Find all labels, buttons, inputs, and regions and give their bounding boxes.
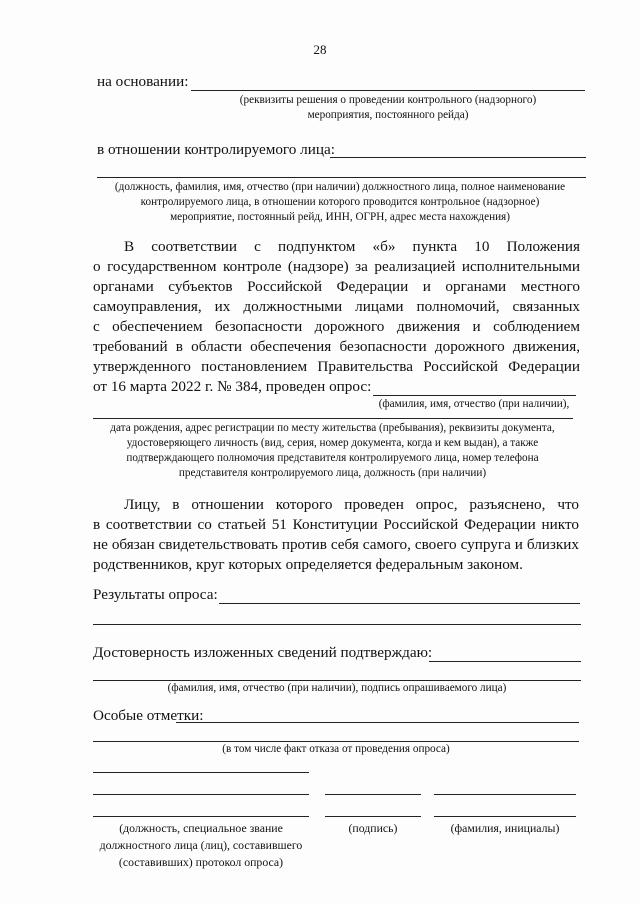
- regulation-line-3: органами субъектов Российской Федерации и органами местного: [93, 278, 580, 295]
- signature-input-line[interactable]: [325, 794, 421, 795]
- regulation-line-1: В соответствии с подпунктом «б» пункта 10 Положения: [124, 238, 580, 255]
- results-input-line[interactable]: [219, 603, 580, 604]
- position-input-line-2[interactable]: [93, 816, 309, 817]
- interviewee-inline-caption: (фамилия, имя, отчество (при наличии),: [378, 398, 570, 410]
- position-caption-2: должностного лица (лиц), составившего: [99, 838, 303, 852]
- interviewee-caption-1: дата рождения, адрес регистрации по месту жительства (пребывания), реквизиты документа,: [110, 422, 555, 434]
- controlled-person-caption-2: контролируемого лица, в отношении которого проводится контрольное (надзорное): [140, 196, 540, 208]
- controlled-person-caption-3: мероприятие, постоянный рейд, ИНН, ОГРН, адрес места нахождения): [170, 211, 510, 223]
- position-input-line[interactable]: [93, 794, 309, 795]
- interviewee-input-line-2[interactable]: [93, 418, 573, 419]
- regulation-line-5: с обеспечением безопасности дорожного движения и соблюдением: [93, 318, 580, 335]
- regulation-line-6: требований в области обеспечения безопасности дорожного движения,: [93, 338, 580, 355]
- basis-caption-1: (реквизиты решения о проведении контрольного (надзорного): [239, 94, 537, 106]
- controlled-person-label: в отношении контролируемого лица:: [97, 141, 335, 158]
- rights-line-2: в соответствии со статьей 51 Конституции Российской Федерации никто: [93, 516, 579, 533]
- name-input-line[interactable]: [434, 794, 576, 795]
- special-notes-label: Особые отметки:: [93, 707, 204, 724]
- name-input-line-2[interactable]: [434, 816, 576, 817]
- signature-input-line-2[interactable]: [325, 816, 421, 817]
- results-input-line-2[interactable]: [93, 624, 581, 625]
- controlled-person-input-line-2[interactable]: [97, 177, 586, 178]
- interviewee-input-line[interactable]: [373, 395, 576, 396]
- controlled-person-input-line[interactable]: [330, 157, 586, 158]
- special-notes-input-line[interactable]: [176, 722, 579, 723]
- regulation-line-7: утвержденного постановлением Правительства Российской Федерации: [93, 358, 580, 375]
- special-notes-caption: (в том числе факт отказа от проведения опроса): [222, 743, 450, 755]
- interviewee-caption-2: удостоверяющего личность (вид, серия, номер документа, когда и кем выдан), а также: [126, 437, 539, 449]
- position-caption-3: (составивших) протокол опроса): [118, 855, 284, 869]
- extra-line-1[interactable]: [93, 772, 309, 773]
- confirmation-input-line[interactable]: [429, 661, 581, 662]
- results-label: Результаты опроса:: [93, 586, 218, 603]
- interviewee-caption-4: представителя контролируемого лица, должность (при наличии): [178, 467, 487, 479]
- confirmation-caption: (фамилия, имя, отчество (при наличии), подпись опрашиваемого лица): [167, 682, 507, 694]
- basis-caption-2: мероприятия, постоянного рейда): [307, 109, 469, 121]
- rights-line-1: Лицу, в отношении которого проведен опрос, разъяснено, что: [124, 496, 579, 513]
- confirmation-label: Достоверность изложенных сведений подтверждаю:: [93, 644, 433, 661]
- rights-line-3: не обязан свидетельствовать против себя самого, своего супруга и близких: [93, 536, 579, 553]
- regulation-line-8: от 16 марта 2022 г. № 384, проведен опрос:: [93, 378, 372, 395]
- page-number: 28: [313, 42, 327, 57]
- position-caption-1: (должность, специальное звание: [119, 821, 283, 835]
- name-caption: (фамилия, инициалы): [450, 821, 560, 835]
- controlled-person-caption-1: (должность, фамилия, имя, отчество (при наличии) должностного лица, полное наименование: [114, 181, 566, 193]
- regulation-line-2: о государственном контроле (надзоре) за реализацией исполнительными: [93, 258, 580, 275]
- rights-line-4: родственников, круг которых определяется федеральным законом.: [93, 556, 523, 573]
- signature-caption: (подпись): [348, 821, 398, 835]
- basis-input-line[interactable]: [191, 90, 585, 91]
- interviewee-caption-3: подтверждающего полномочия представителя контролируемого лица, номер телефона: [126, 452, 539, 464]
- basis-label: на основании:: [97, 73, 189, 90]
- regulation-line-4: самоуправления, их должностными лицами полномочий, связанных: [93, 298, 580, 315]
